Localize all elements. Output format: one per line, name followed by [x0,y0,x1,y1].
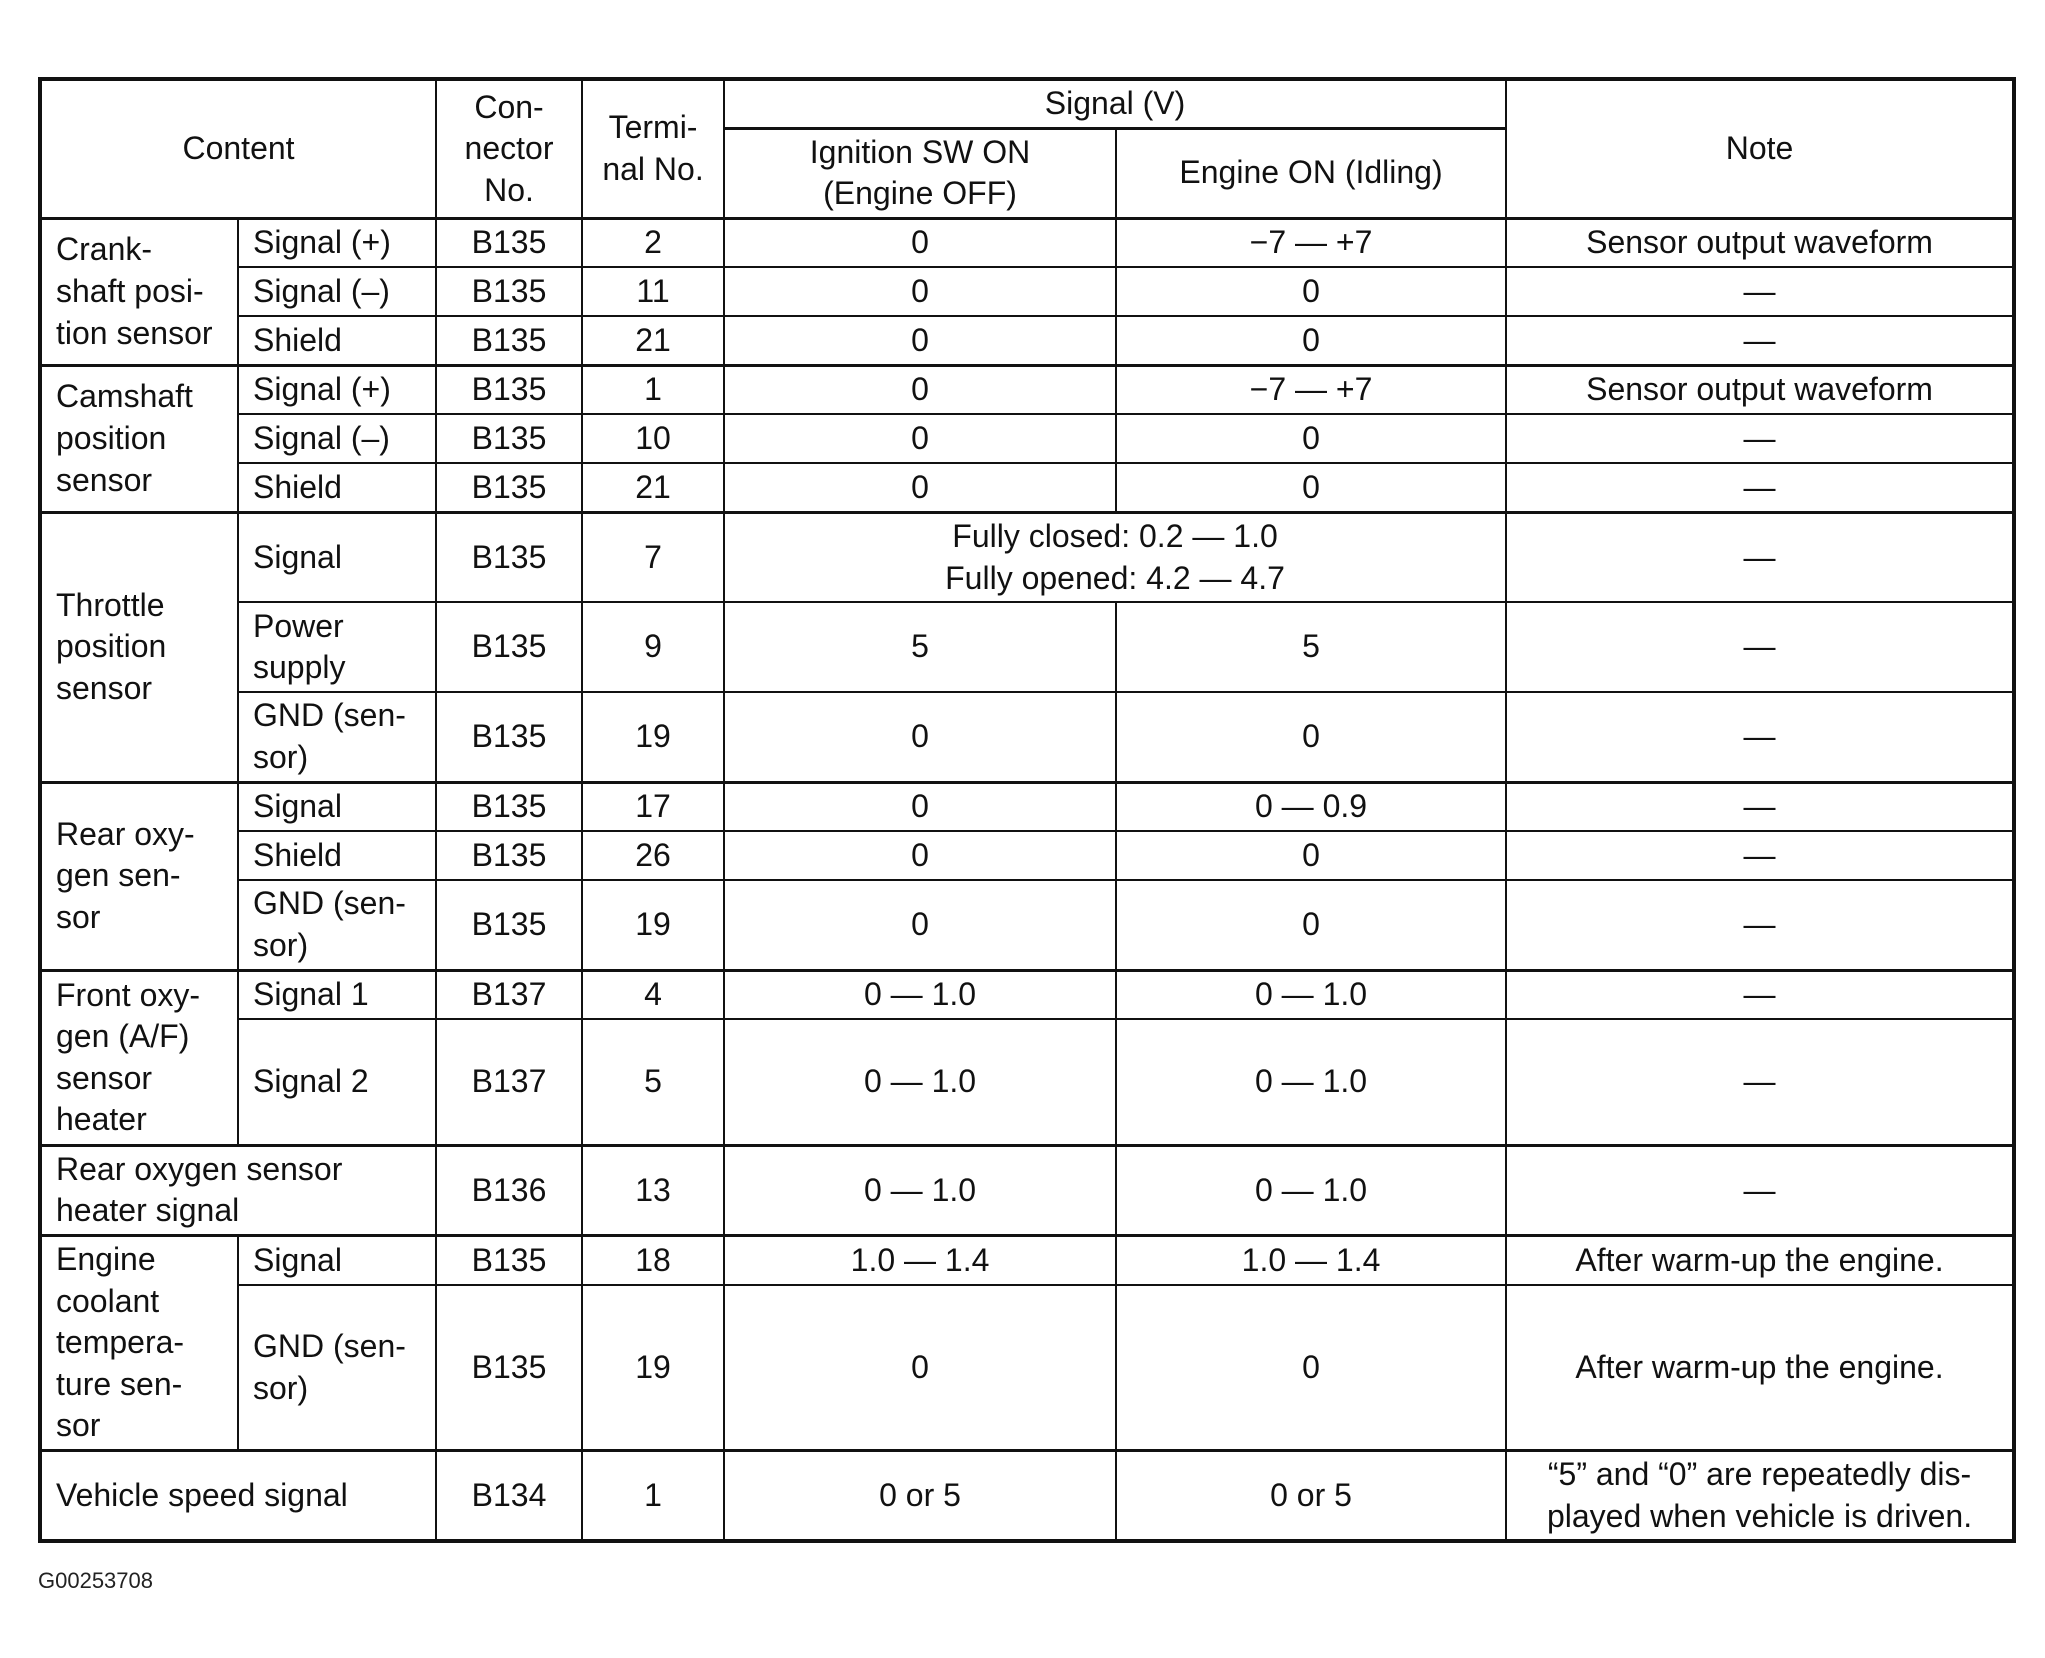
signal-type: Shield [238,463,436,512]
sensor-name: Rear oxygen sensor heater signal [40,1145,436,1235]
table-row [40,1019,2014,1145]
header-ignition-sw-on: Ignition SW ON (Engine OFF) [724,128,1116,218]
signal-type: Shield [238,831,436,880]
table-row [40,692,2014,782]
signal-table [38,77,2016,1543]
table-row [40,1145,2014,1235]
ignition-sw-on-value: 0 or 5 [724,1450,1116,1541]
connector-no: B135 [436,1235,582,1285]
ignition-sw-on-value: 0 [724,463,1116,512]
terminal-no: 19 [582,880,724,970]
terminal-no: 1 [582,1450,724,1541]
engine-on-value: 0 [1116,267,1506,316]
note-cell: After warm-up the engine. [1506,1285,2014,1450]
terminal-no: 13 [582,1145,724,1235]
terminal-no: 1 [582,365,724,414]
note-cell: Sensor output waveform [1506,218,2014,267]
ignition-sw-on-value: 5 [724,602,1116,692]
note-cell: — [1506,831,2014,880]
note-cell: “5” and “0” are repeatedly dis- played when vehicle is driven. [1506,1450,2014,1541]
engine-on-value: −7 — +7 [1116,218,1506,267]
table-row [40,365,2014,414]
table-row [40,512,2014,602]
table-row [40,267,2014,316]
note-cell: After warm-up the engine. [1506,1235,2014,1285]
note-cell: — [1506,316,2014,365]
engine-on-value: 0 [1116,463,1506,512]
signal-type: GND (sen- sor) [238,880,436,970]
terminal-no: 19 [582,692,724,782]
note-cell: — [1506,880,2014,970]
table-row [40,602,2014,692]
connector-no: B136 [436,1145,582,1235]
ignition-sw-on-value: 0 [724,1285,1116,1450]
ignition-sw-on-value: 0 [724,267,1116,316]
engine-on-value: 0 — 1.0 [1116,1019,1506,1145]
engine-on-value: 0 [1116,831,1506,880]
signal-type: Signal [238,1235,436,1285]
connector-no: B135 [436,512,582,602]
sensor-name: Vehicle speed signal [40,1450,436,1541]
note-cell: Sensor output waveform [1506,365,2014,414]
ignition-sw-on-value: 0 — 1.0 [724,1145,1116,1235]
header-content: Content [40,79,436,218]
connector-no: B135 [436,267,582,316]
signal-range-merged: Fully closed: 0.2 — 1.0 Fully opened: 4.2 — 4.7 [724,512,1506,602]
terminal-no: 10 [582,414,724,463]
ignition-sw-on-value: 0 — 1.0 [724,1019,1116,1145]
ignition-sw-on-value: 0 — 1.0 [724,970,1116,1019]
terminal-no: 2 [582,218,724,267]
engine-on-value: 0 or 5 [1116,1450,1506,1541]
connector-no: B135 [436,218,582,267]
note-cell: — [1506,692,2014,782]
table-row [40,463,2014,512]
connector-no: B135 [436,414,582,463]
engine-on-value: 1.0 — 1.4 [1116,1235,1506,1285]
note-cell: — [1506,970,2014,1019]
engine-on-value: 0 — 0.9 [1116,782,1506,831]
ignition-sw-on-value: 0 [724,365,1116,414]
header-signal-v: Signal (V) [724,79,1506,128]
terminal-no: 21 [582,463,724,512]
engine-on-value: 0 [1116,692,1506,782]
table-row [40,831,2014,880]
ignition-sw-on-value: 0 [724,692,1116,782]
terminal-no: 7 [582,512,724,602]
sensor-name: Camshaft position sensor [40,365,238,512]
terminal-no: 19 [582,1285,724,1450]
ignition-sw-on-value: 0 [724,316,1116,365]
connector-no: B135 [436,463,582,512]
signal-type: GND (sen- sor) [238,1285,436,1450]
table-row [40,782,2014,831]
engine-on-value: −7 — +7 [1116,365,1506,414]
signal-type: Signal [238,512,436,602]
ignition-sw-on-value: 0 [724,880,1116,970]
sensor-name: Engine coolant tempera- ture sen- sor [40,1235,238,1450]
header-connector-no: Con- nector No. [436,79,582,218]
terminal-no: 21 [582,316,724,365]
engine-on-value: 0 — 1.0 [1116,970,1506,1019]
engine-on-value: 0 [1116,880,1506,970]
table-row [40,218,2014,267]
terminal-no: 11 [582,267,724,316]
ignition-sw-on-value: 0 [724,414,1116,463]
connector-no: B135 [436,782,582,831]
table-row [40,1235,2014,1285]
signal-type: Signal (–) [238,267,436,316]
terminal-no: 5 [582,1019,724,1145]
ignition-sw-on-value: 0 [724,831,1116,880]
connector-no: B135 [436,831,582,880]
note-cell: — [1506,267,2014,316]
terminal-no: 17 [582,782,724,831]
connector-no: B137 [436,1019,582,1145]
terminal-no: 9 [582,602,724,692]
header-engine-on-idling: Engine ON (Idling) [1116,128,1506,218]
header-note: Note [1506,79,2014,218]
engine-on-value: 0 [1116,1285,1506,1450]
note-cell: — [1506,463,2014,512]
table-row [40,316,2014,365]
connector-no: B135 [436,602,582,692]
signal-type: Shield [238,316,436,365]
note-cell: — [1506,782,2014,831]
connector-no: B135 [436,1285,582,1450]
engine-on-value: 0 [1116,414,1506,463]
terminal-no: 4 [582,970,724,1019]
terminal-no: 26 [582,831,724,880]
signal-table-body [40,218,2014,1541]
terminal-no: 18 [582,1235,724,1285]
ignition-sw-on-value: 0 [724,782,1116,831]
note-cell: — [1506,414,2014,463]
engine-on-value: 0 — 1.0 [1116,1145,1506,1235]
signal-type: Signal (+) [238,365,436,414]
connector-no: B135 [436,316,582,365]
engine-on-value: 5 [1116,602,1506,692]
note-cell: — [1506,602,2014,692]
signal-type: Power supply [238,602,436,692]
signal-type: Signal [238,782,436,831]
sensor-name: Front oxy- gen (A/F) sensor heater [40,970,238,1145]
table-row [40,414,2014,463]
connector-no: B134 [436,1450,582,1541]
ignition-sw-on-value: 1.0 — 1.4 [724,1235,1116,1285]
header-terminal-no: Termi- nal No. [582,79,724,218]
connector-no: B137 [436,970,582,1019]
connector-no: B135 [436,880,582,970]
signal-type: Signal 1 [238,970,436,1019]
signal-type: Signal 2 [238,1019,436,1145]
table-row [40,970,2014,1019]
signal-type: Signal (+) [238,218,436,267]
table-row [40,880,2014,970]
connector-no: B135 [436,692,582,782]
connector-no: B135 [436,365,582,414]
note-cell: — [1506,1019,2014,1145]
engine-on-value: 0 [1116,316,1506,365]
note-cell: — [1506,1145,2014,1235]
table-row [40,1450,2014,1541]
sensor-name: Crank- shaft posi- tion sensor [40,218,238,365]
ignition-sw-on-value: 0 [724,218,1116,267]
signal-type: GND (sen- sor) [238,692,436,782]
signal-type: Signal (–) [238,414,436,463]
figure-code: G00253708 [38,1568,153,1593]
table-row [40,1285,2014,1450]
note-cell: — [1506,512,2014,602]
sensor-name: Rear oxy- gen sen- sor [40,782,238,970]
sensor-name: Throttle position sensor [40,512,238,782]
